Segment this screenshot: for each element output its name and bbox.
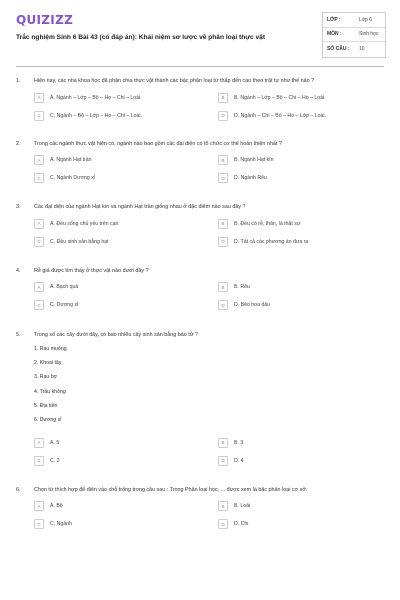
answer-option-d[interactable] xyxy=(218,300,384,310)
option-letter-box: A xyxy=(34,93,44,103)
answer-option-a[interactable] xyxy=(34,282,218,292)
option-text: A. Đều sống chủ yếu trên cạn xyxy=(50,220,119,227)
answer-options xyxy=(34,155,384,183)
answer-option-d[interactable] xyxy=(218,456,384,466)
sub-list-item: 5. Địa tiền xyxy=(34,403,58,410)
option-text: C. Dương xỉ xyxy=(50,302,79,308)
answer-option-b[interactable] xyxy=(218,93,384,103)
answer-option-b[interactable] xyxy=(218,155,384,165)
option-letter-box: B xyxy=(218,155,228,165)
option-text: A. Bạch quả xyxy=(50,284,79,290)
option-text: C. Ngành – Bộ – Lớp – Họ – Chi – Loài. xyxy=(50,112,142,119)
answer-option-b[interactable] xyxy=(218,219,384,229)
option-text: B. Ngành Hạt kín xyxy=(234,157,274,163)
option-text: B. Ngành – Lớp – Bộ – Chi – Họ – Loài. xyxy=(234,94,326,101)
answer-options xyxy=(34,93,384,121)
answer-option-d[interactable] xyxy=(218,111,384,121)
question-number: 5. xyxy=(16,332,21,338)
sub-list-item: 1. Rau muống xyxy=(34,345,67,352)
option-text: B. Loài xyxy=(234,503,251,510)
option-text: A. Ngành Hạt trần xyxy=(50,157,92,163)
question-2 xyxy=(16,140,384,184)
option-letter-box: D xyxy=(218,173,228,183)
question-number: 2. xyxy=(16,140,21,147)
option-text: D. Tất cả các phương án đưa ra xyxy=(234,238,309,245)
option-text: B. 3 xyxy=(234,439,244,446)
answer-option-b[interactable] xyxy=(218,438,384,448)
answer-option-c[interactable] xyxy=(34,173,218,183)
answer-option-c[interactable] xyxy=(34,300,218,310)
meta-row-count xyxy=(323,42,385,57)
option-letter-box: D xyxy=(218,237,228,247)
option-letter-box: D xyxy=(218,456,228,466)
option-letter-box: D xyxy=(218,300,228,310)
answer-option-b[interactable] xyxy=(218,501,384,511)
option-text: D. Chi xyxy=(234,521,249,528)
option-letter-box: C xyxy=(34,300,44,310)
question-6 xyxy=(16,486,384,530)
meta-label: LỚP : xyxy=(327,16,341,23)
option-letter-box: B xyxy=(218,501,228,511)
answer-option-a[interactable] xyxy=(34,93,218,103)
option-text: C. Ngành xyxy=(50,521,72,528)
sub-list-item: 3. Rau bợ xyxy=(34,374,58,381)
sub-list-item: 4. Trầu không xyxy=(34,388,66,395)
question-text: Rễ giả được tìm thấy ở thực vật nào dưới đây ? xyxy=(34,267,149,274)
question-number: 3. xyxy=(16,204,21,210)
question-sub-list xyxy=(34,345,384,431)
page-header xyxy=(0,0,400,64)
option-letter-box: B xyxy=(218,438,228,448)
question-header xyxy=(16,203,384,212)
option-letter-box: D xyxy=(218,111,228,121)
answer-option-c[interactable] xyxy=(34,111,218,121)
answer-options xyxy=(34,438,384,466)
option-letter-box: A xyxy=(34,155,44,165)
question-header xyxy=(16,140,384,149)
question-text: Trong số các cây dưới đây, có bao nhiêu cây sinh sản bằng bào tử ? xyxy=(34,332,198,338)
answer-options xyxy=(34,219,384,247)
question-number: 1. xyxy=(16,78,21,84)
answer-option-c[interactable] xyxy=(34,237,218,247)
header-divider xyxy=(16,66,384,67)
answer-option-a[interactable] xyxy=(34,219,218,229)
question-text: Trong các ngành thực vật hiện có, ngành nào bao gồm các đại diện có tổ chức cơ thể hoàn thiện nhất ? xyxy=(34,140,282,147)
meta-value: Lớp 6 xyxy=(359,16,373,23)
option-text: D. Ngành Rêu xyxy=(234,175,267,181)
question-text: Các đại diện của ngành Hạt kín và ngành Hạt trần giống nhau ở đặc điểm nào sau đây ? xyxy=(34,204,246,210)
question-text: Chọn từ thích hợp để điền vào chỗ trống trong câu sau : Trong Phân loại học, ... được xem là bậc phân loại cơ sở. xyxy=(34,486,308,493)
sub-list-item: 6. Dương xỉ xyxy=(34,417,62,424)
meta-label: SỐ CÂU : xyxy=(327,46,350,53)
answer-option-c[interactable] xyxy=(34,456,218,466)
option-letter-box: A xyxy=(34,438,44,448)
option-text: C. 2 xyxy=(50,457,60,464)
option-letter-box: C xyxy=(34,173,44,183)
option-text: B. Đều có rễ, thân, lá thật sự xyxy=(234,220,301,227)
question-header xyxy=(16,486,384,495)
answer-options xyxy=(34,282,384,310)
meta-value: 10 xyxy=(359,46,365,53)
option-text: B. Rêu xyxy=(234,284,250,290)
question-1 xyxy=(16,77,384,121)
answer-option-a[interactable] xyxy=(34,501,218,511)
question-number: 6. xyxy=(16,486,21,493)
option-letter-box: C xyxy=(34,111,44,121)
meta-label: MÔN : xyxy=(327,31,342,38)
option-letter-box: B xyxy=(218,93,228,103)
question-list xyxy=(0,77,400,529)
option-text: D. Ngành – Chi – Bộ – Họ – Lớp – Loài. xyxy=(234,112,326,119)
option-letter-box: B xyxy=(218,219,228,229)
answer-option-a[interactable] xyxy=(34,155,218,165)
question-header xyxy=(16,267,384,276)
option-letter-box: A xyxy=(34,501,44,511)
meta-row-class xyxy=(323,13,385,28)
meta-value: Sinh học xyxy=(359,31,379,38)
question-number: 4. xyxy=(16,267,21,274)
option-letter-box: B xyxy=(218,282,228,292)
option-letter-box: A xyxy=(34,282,44,292)
option-text: A. Ngành – Lớp – Bộ – Họ – Chi – Loài. xyxy=(50,94,142,101)
option-text: A. 5 xyxy=(50,439,60,446)
option-letter-box: D xyxy=(218,519,228,529)
answer-option-c[interactable] xyxy=(34,519,218,529)
document-title: Trắc nghiệm Sinh 6 Bài 43 (có đáp án): Khái niệm sơ lược về phân loại thực vật xyxy=(16,34,266,41)
meta-row-subject xyxy=(323,28,385,43)
question-3 xyxy=(16,203,384,247)
quizizz-logo: QUIZIZZ xyxy=(16,13,74,27)
question-5 xyxy=(16,331,384,466)
option-letter-box: A xyxy=(34,219,44,229)
answer-option-d[interactable] xyxy=(218,237,384,247)
option-text: C. Đều sinh sản bằng hạt xyxy=(50,238,109,245)
option-text: C. Ngành Dương xỉ xyxy=(50,175,95,181)
option-text: D. Bèo hoa dâu xyxy=(234,302,271,308)
question-text: Hiện nay, các nhà khoa học đã phân chia thực vật thành các bậc phân loại từ thấp đến cao theo trật tự như thế nào ? xyxy=(34,78,315,84)
meta-info-box xyxy=(322,12,386,58)
answer-option-d[interactable] xyxy=(218,519,384,529)
answer-option-b[interactable] xyxy=(218,282,384,292)
answer-option-d[interactable] xyxy=(218,173,384,183)
question-header xyxy=(16,77,384,86)
option-letter-box: C xyxy=(34,519,44,529)
option-letter-box: C xyxy=(34,237,44,247)
option-letter-box: C xyxy=(34,456,44,466)
question-4 xyxy=(16,267,384,311)
answer-options xyxy=(34,501,384,529)
option-text: D. 4 xyxy=(234,457,244,464)
answer-option-a[interactable] xyxy=(34,438,218,448)
sub-list-item: 2. Khoai tây xyxy=(34,359,62,366)
question-header xyxy=(16,331,384,340)
option-text: A. Bộ xyxy=(50,503,63,510)
